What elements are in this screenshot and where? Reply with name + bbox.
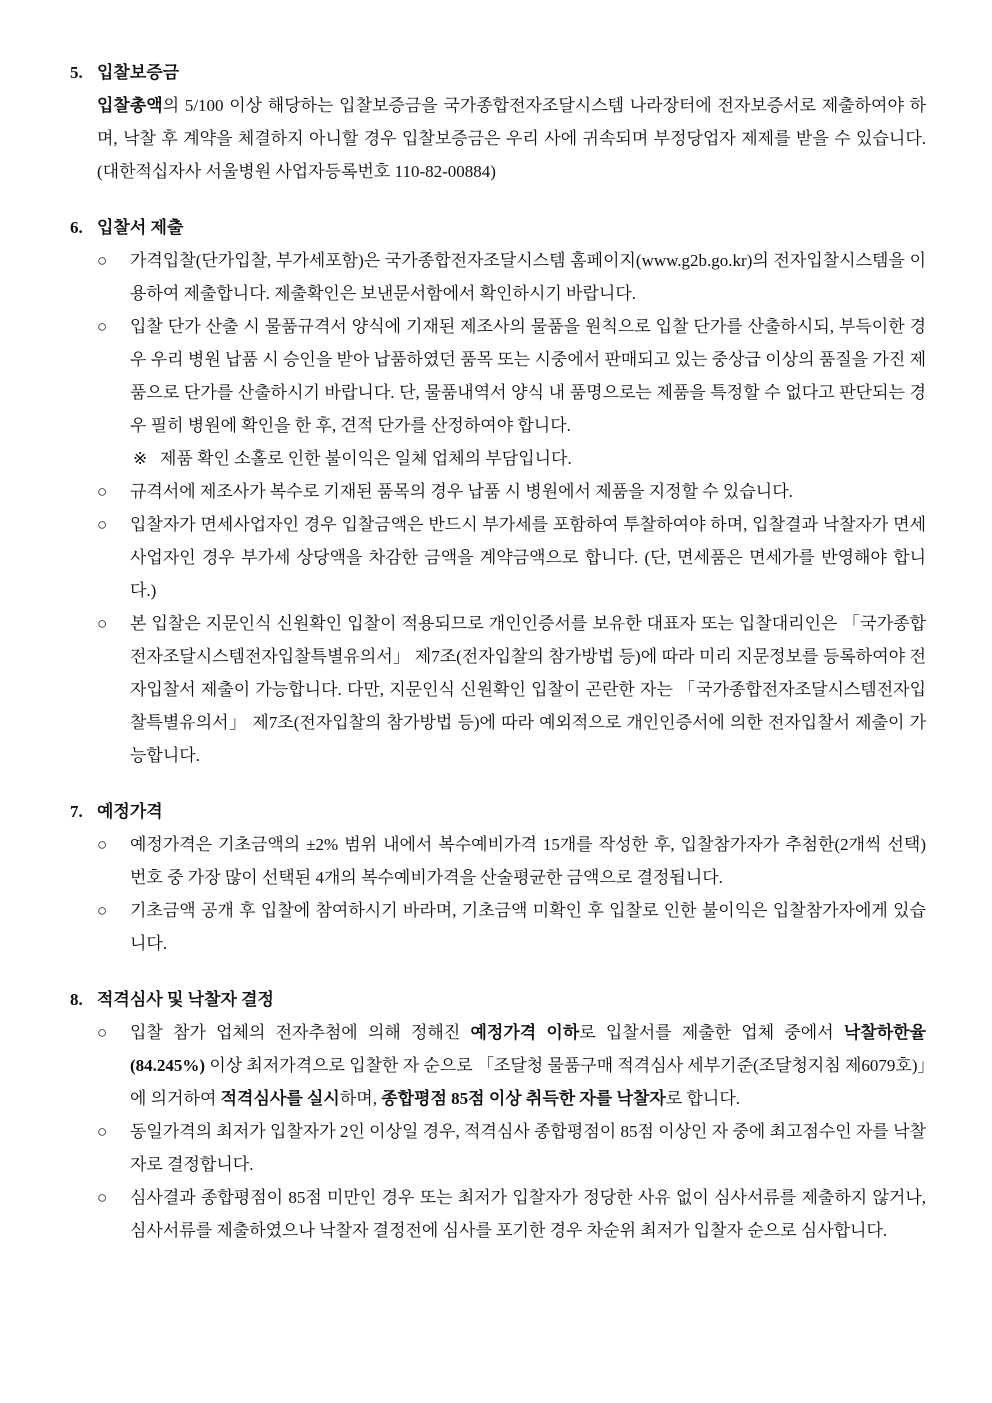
section — [70, 795, 926, 960]
document-body — [70, 56, 926, 1247]
text-run: 이상 최저가격으로 입찰한 자 순으로 「조달청 물품구매 적격심사 세부기준(조달청지침 제6079호)」에 의거하여 — [130, 1056, 927, 1108]
emphasis-text: 입찰총액 — [97, 96, 163, 115]
bullet-item — [97, 475, 926, 508]
section-number: 6. — [70, 218, 83, 237]
bullet-item — [97, 1016, 926, 1115]
circle-bullet-icon: ○ — [97, 901, 108, 920]
circle-bullet-icon: ○ — [97, 1023, 108, 1042]
section-heading — [70, 795, 926, 828]
circle-bullet-icon: ○ — [97, 1122, 108, 1141]
section — [70, 983, 926, 1247]
reference-mark-icon: ※ — [133, 449, 148, 468]
text-run: 입찰자가 면세사업자인 경우 입찰금액은 반드시 부가세를 포함하여 투찰하여야 하며, 입찰결과 낙찰자가 면세사업자인 경우 부가세 상당액을 차감한 금액을 계약금액으로 합니다. (단, 면세품은 면세가를 반영해야 합니다.) — [130, 515, 926, 600]
bullet-item — [97, 310, 926, 442]
text-run: 로 입찰서를 제출한 업체 중에서 — [579, 1023, 844, 1042]
bullet-item — [97, 1115, 926, 1181]
bullet-item — [97, 244, 926, 310]
text-run: 예정가격은 기초금액의 ±2% 범위 내에서 복수예비가격 15개를 작성한 후, 입찰참가자가 추첨한(2개씩 선택) 번호 중 가장 많이 선택된 4개의 복수예비가격을 산술평균한 금액으로 결정됩니다. — [130, 835, 926, 887]
section-content — [97, 828, 926, 960]
section — [70, 211, 926, 772]
circle-bullet-icon: ○ — [97, 317, 108, 336]
text-run: 제품 확인 소홀로 인한 불이익은 일체 업체의 부담입니다. — [160, 449, 572, 468]
circle-bullet-icon: ○ — [97, 1188, 108, 1207]
section-title: 입찰서 제출 — [97, 218, 184, 237]
text-run: 규격서에 제조사가 복수로 기재된 품목의 경우 납품 시 병원에서 제품을 지정할 수 있습니다. — [130, 482, 793, 501]
text-run: 기초금액 공개 후 입찰에 참여하시기 바라며, 기초금액 미확인 후 입찰로 인한 불이익은 입찰참가자에게 있습니다. — [130, 901, 926, 953]
section-title: 입찰보증금 — [97, 63, 180, 82]
bullet-item — [97, 508, 926, 607]
circle-bullet-icon: ○ — [97, 251, 108, 270]
section-heading — [70, 56, 926, 89]
text-run: 본 입찰은 지문인식 신원확인 입찰이 적용되므로 개인인증서를 보유한 대표자 또는 입찰대리인은 「국가종합전자조달시스템전자입찰특별유의서」 제7조(전자입찰의 참가방법 등)에 따라 미리 지문정보를 등록하여야 전자입찰서 제출이 가능합니다. 다만, 지문인식 신원확인 입찰이 곤란한 자는 「국가종합전자조달시스템전자입찰특별유의서」 제7조(전자입찰의 참가방법 등)에 따라 예외적으로 개인인증서에 의한 전자입찰서 제출이 가능합니다. — [130, 614, 926, 765]
text-run: 동일가격의 최저가 입찰자가 2인 이상일 경우, 적격심사 종합평점이 85점 이상인 자 중에 최고점수인 자를 낙찰자로 결정합니다. — [130, 1122, 926, 1174]
text-run: 로 합니다. — [665, 1089, 740, 1108]
bullet-item — [97, 894, 926, 960]
text-run: 의 5/100 이상 해당하는 입찰보증금을 국가종합전자조달시스템 나라장터에 전자보증서로 제출하여야 하며, 낙찰 후 계약을 체결하지 아니할 경우 입찰보증금은 우리 사에 귀속되며 부정당업자 제제를 받을 수 있습니다. (대한적십자사 서울병원 사업자등록번호 110-82-00884) — [97, 96, 926, 181]
bullet-item — [97, 1181, 926, 1247]
section-number: 8. — [70, 990, 83, 1009]
circle-bullet-icon: ○ — [97, 515, 108, 534]
text-run: 입찰 참가 업체의 전자추첨에 의해 정해진 — [130, 1023, 471, 1042]
section-title: 적격심사 및 낙찰자 결정 — [97, 990, 274, 1009]
emphasis-text: 낙찰하한율(84.245%) — [130, 1023, 926, 1075]
paragraph — [97, 89, 926, 188]
note-item — [133, 442, 926, 475]
emphasis-text: 예정가격 이하 — [470, 1023, 580, 1042]
section-number: 7. — [70, 802, 83, 821]
text-run: 입찰 단가 산출 시 물품규격서 양식에 기재된 제조사의 물품을 원칙으로 입찰 단가를 산출하시되, 부득이한 경우 우리 병원 납품 시 승인을 받아 납품하였던 품목 또는 시중에서 판매되고 있는 중상급 이상의 품질을 가진 제품으로 단가를 산출하시기 바랍니다. 단, 물품내역서 양식 내 품명으로는 제품을 특정할 수 없다고 판단되는 경우 필히 병원에 확인을 한 후, 견적 단가를 산정하여야 합니다. — [130, 317, 926, 435]
section — [70, 56, 926, 188]
bullet-item — [97, 828, 926, 894]
section-heading — [70, 211, 926, 244]
text-run: 가격입찰(단가입찰, 부가세포함)은 국가종합전자조달시스템 홈페이지(www.g2b.go.kr)의 전자입찰시스템을 이용하여 제출합니다. 제출확인은 보낸문서함에서 확인하시기 바랍니다. — [130, 251, 926, 303]
section-number: 5. — [70, 63, 83, 82]
emphasis-text: 적격심사를 실시 — [220, 1089, 340, 1108]
section-heading — [70, 983, 926, 1016]
bullet-item — [97, 607, 926, 772]
text-run: 심사결과 종합평점이 85점 미만인 경우 또는 최저가 입찰자가 정당한 사유 없이 심사서류를 제출하지 않거나, 심사서류를 제출하였으나 낙찰자 결정전에 심사를 포기한 경우 차순위 최저가 입찰자 순으로 심사합니다. — [130, 1188, 926, 1240]
emphasis-text: 종합평점 85점 이상 취득한 자를 낙찰자 — [381, 1089, 666, 1108]
section-title: 예정가격 — [97, 802, 163, 821]
section-content — [97, 1016, 926, 1247]
circle-bullet-icon: ○ — [97, 482, 108, 501]
section-content — [97, 244, 926, 772]
text-run: 하며, — [339, 1089, 382, 1108]
circle-bullet-icon: ○ — [97, 614, 108, 633]
section-content — [97, 89, 926, 188]
circle-bullet-icon: ○ — [97, 835, 108, 854]
